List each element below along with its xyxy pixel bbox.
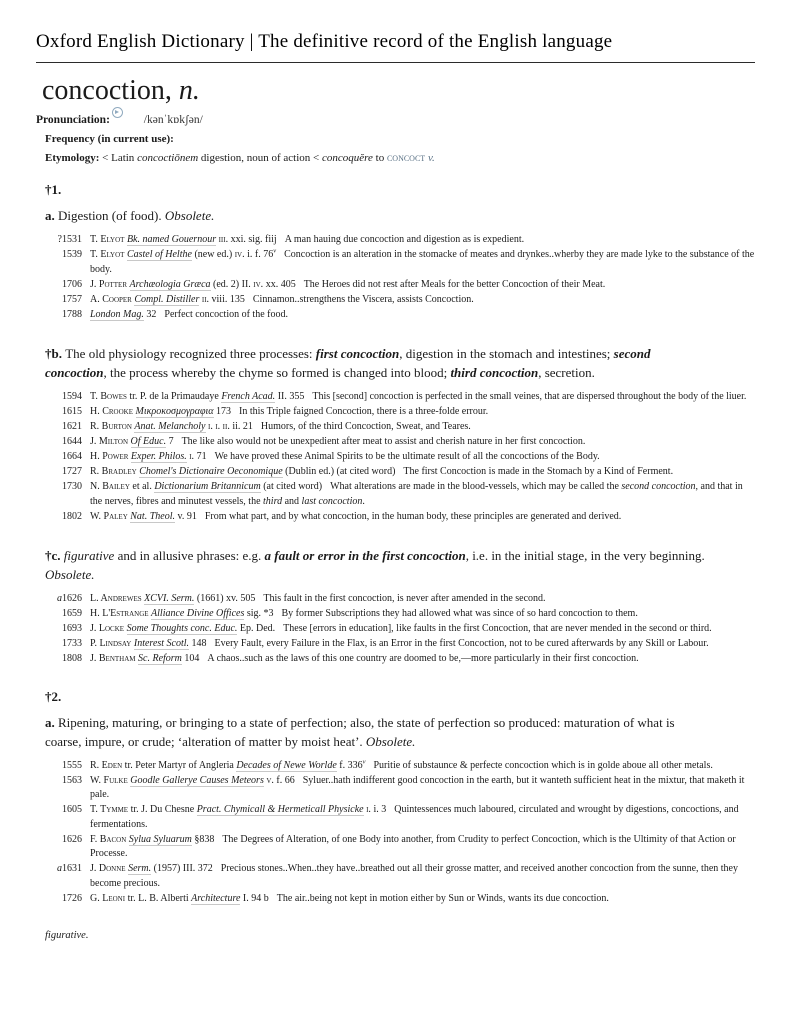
work-title-link[interactable]: Decades of Newe Worlde xyxy=(236,759,337,771)
quotation-date xyxy=(46,248,82,277)
work-title-link[interactable]: Alliance Divine Offices xyxy=(151,608,245,619)
quotation-date xyxy=(46,420,82,435)
sense xyxy=(36,206,755,322)
quotation-date xyxy=(46,803,82,832)
text-segment: second concoction xyxy=(621,481,696,492)
text-segment: P. Lindsay xyxy=(90,638,132,649)
text-segment: ?1531 xyxy=(57,234,82,245)
quotation-text xyxy=(90,622,755,637)
text-segment: J. Donne xyxy=(90,863,126,874)
quotation-text xyxy=(90,308,755,323)
pronunciation-label: Pronunciation: xyxy=(36,114,110,126)
quotation xyxy=(46,803,755,832)
quotation-list xyxy=(46,233,755,322)
work-title-link[interactable]: Interest Scotl. xyxy=(133,638,190,649)
text-segment: H. Power xyxy=(90,451,129,462)
text-segment: v. 91 xyxy=(174,510,197,522)
text-segment: N. Bailey xyxy=(90,481,130,492)
quotation-text xyxy=(90,480,755,509)
cross-reference-link[interactable]: v. xyxy=(427,152,435,164)
text-segment: and xyxy=(282,495,302,507)
quotation-text xyxy=(90,420,755,435)
text-segment: 1605 xyxy=(62,804,82,815)
quotation xyxy=(46,833,755,862)
text-segment: 1726 xyxy=(62,892,82,904)
text-segment: Ep. Ded. xyxy=(237,623,276,634)
quotation xyxy=(46,293,755,308)
quotation-text xyxy=(90,833,755,862)
text-segment: What alterations are made in the blood-vessels, which may be called the xyxy=(330,481,622,492)
text-segment: 1626 xyxy=(62,833,82,845)
text-segment: 1539 xyxy=(62,249,82,260)
text-segment: 1693 xyxy=(62,623,82,634)
text-segment: I. 94 b xyxy=(240,892,269,904)
text-segment: xx. 405 xyxy=(263,278,296,290)
quotation-date xyxy=(46,465,82,480)
work-title-link[interactable]: Bk. named Gouernour xyxy=(126,234,217,245)
quotation xyxy=(46,652,755,667)
text-segment: , the process whereby the chyme so formed is changed into blood; xyxy=(103,365,451,380)
speaker-triangle xyxy=(115,110,119,114)
text-segment: These [errors in education], like faults in the first Concoction, that are never mended in the second or third. xyxy=(283,623,712,634)
frequency-label: Frequency (in current use): xyxy=(45,133,174,145)
quotation-text xyxy=(90,607,755,622)
work-title-link[interactable]: London Mag. xyxy=(90,308,144,320)
text-segment: J. Milton xyxy=(90,436,129,447)
text-segment: In this Triple faigned Concoction, there is a three-folde errour. xyxy=(239,406,489,417)
text-segment: sig. *3 xyxy=(244,608,274,619)
figurative-note: figurative. xyxy=(45,930,89,941)
text-segment: tr. L. B. Alberti xyxy=(125,892,192,904)
quotation-list xyxy=(46,592,755,667)
quotation xyxy=(46,862,755,891)
text-segment: 1615 xyxy=(62,406,82,417)
quotation xyxy=(46,480,755,509)
text-segment: 1631 xyxy=(62,863,82,874)
quotation-text xyxy=(90,510,755,525)
text-segment: The Degrees of Alteration, of one Body into another, from Crudity to perfect Concoction, which is the Ultimity of that Action or Processe. xyxy=(90,833,736,859)
quotation xyxy=(46,390,755,405)
pronunciation-ipa: /kənˈkɒkʃən/ xyxy=(143,114,203,126)
quotation-date xyxy=(46,480,82,509)
text-segment: L. Andrewes xyxy=(90,593,142,604)
quotation-date xyxy=(46,607,82,622)
text-segment: third xyxy=(263,495,283,507)
entry-headline xyxy=(42,73,755,109)
quotation xyxy=(46,248,755,277)
text-segment: T. Elyot xyxy=(90,234,125,245)
quotation-date xyxy=(46,592,82,607)
sense-label: †b. xyxy=(45,346,66,361)
work-title-link[interactable]: Archæologia Græca xyxy=(129,278,211,290)
text-segment: and in allusive phrases: e.g. xyxy=(114,548,265,563)
quotation-text xyxy=(90,450,755,465)
work-title-link[interactable]: Anat. Melancholy xyxy=(134,421,206,432)
text-segment: last concoction xyxy=(301,495,363,507)
text-segment: 1788 xyxy=(62,308,82,320)
text-segment: 1808 xyxy=(62,653,82,664)
text-segment: 1757 xyxy=(62,293,82,305)
work-title-link[interactable]: Architecture xyxy=(191,892,241,904)
work-title-link[interactable]: Sc. Reform xyxy=(138,653,182,664)
sense-label: †c. xyxy=(45,548,64,563)
quotation xyxy=(46,420,755,435)
text-segment: f. 336 xyxy=(336,759,363,771)
text-segment: Obsolete. xyxy=(164,208,215,223)
text-segment: §838 xyxy=(191,833,215,845)
work-title-link[interactable]: Pract. Chymicall & Hermeticall Physicke xyxy=(196,804,364,815)
quotation xyxy=(46,308,755,323)
quotation-text xyxy=(90,278,755,293)
quotation xyxy=(46,592,755,607)
work-title-link[interactable]: XCVI. Serm. xyxy=(144,593,195,604)
quotation-date xyxy=(46,435,82,450)
text-segment: H. L'Estrange xyxy=(90,608,149,619)
text-segment: Obsolete. xyxy=(365,733,416,749)
text-segment: . xyxy=(362,495,365,507)
header-divider xyxy=(36,62,755,63)
work-title-link[interactable]: Dictionarium Britannicum xyxy=(154,481,261,492)
quotation xyxy=(46,607,755,622)
speaker-icon[interactable] xyxy=(112,107,123,118)
quotation xyxy=(46,622,755,637)
sense-number: †1. xyxy=(45,182,62,197)
text-segment: 7 xyxy=(166,436,174,447)
text-segment: ii. xyxy=(201,293,210,305)
work-title-link[interactable]: Goodle Gallerye Causes Meteors xyxy=(130,774,264,786)
text-segment: Humors, of the third Concoction, Sweat, and Teares. xyxy=(260,421,471,432)
text-segment: W. Paley xyxy=(90,510,128,522)
sense-label: a. xyxy=(45,714,58,730)
quotation-date xyxy=(46,390,82,405)
senses-container xyxy=(36,182,755,906)
headword: concoction, xyxy=(42,75,172,106)
text-segment: 1626 xyxy=(62,593,82,604)
text-segment: 1727 xyxy=(62,466,82,477)
quotation-date xyxy=(46,450,82,465)
text-segment: tr. Peter Martyr of Angleria xyxy=(122,759,237,771)
work-title-link[interactable]: Nat. Theol. xyxy=(130,510,175,522)
text-segment: first concoction xyxy=(315,346,400,361)
quotation-text xyxy=(90,435,755,450)
quotation xyxy=(46,510,755,525)
work-title-link[interactable]: Some Thoughts conc. Educ. xyxy=(126,623,238,634)
quotation-date xyxy=(46,862,82,891)
quotation-date xyxy=(46,637,82,652)
etymology-row xyxy=(45,151,755,166)
quotation-list xyxy=(46,390,755,524)
work-title-link[interactable]: Sylua Syluarum xyxy=(128,833,192,845)
quotation-list xyxy=(46,759,755,907)
etymology-label: Etymology: xyxy=(45,152,100,164)
text-segment: f. 66 xyxy=(273,774,295,786)
text-segment: The Heroes did not rest after Meals for the better Concoction of their Meat. xyxy=(303,278,606,290)
text-segment: J. Bentham xyxy=(90,653,136,664)
text-segment: T. Tymme xyxy=(90,804,129,815)
text-segment: second concoction xyxy=(45,346,651,380)
sense xyxy=(36,344,755,524)
quotation xyxy=(46,435,755,450)
dictionary-masthead: Oxford English Dictionary | The definitive record of the English language xyxy=(36,31,613,52)
text-segment: a xyxy=(57,593,62,604)
text-segment: (new ed.) xyxy=(191,249,235,260)
quotation xyxy=(46,405,755,420)
text-segment: A. Cooper xyxy=(90,293,132,305)
quotation-date xyxy=(46,892,82,907)
text-segment: a xyxy=(57,863,62,874)
text-segment: , i.e. in the initial stage, in the very beginning. xyxy=(465,548,705,563)
text-segment: i. 3 xyxy=(370,804,387,815)
text-segment: The first Concoction is made in the Stomach by a Kind of Ferment. xyxy=(403,466,674,477)
text-segment: tr. J. Du Chesne xyxy=(128,804,197,815)
text-segment: , secretion. xyxy=(538,365,595,380)
text-segment: Cinnamon..strengthens the Viscera, assists Concoction. xyxy=(252,293,474,305)
text-segment: v. xyxy=(266,774,274,786)
sense-definition xyxy=(45,546,705,584)
quotation-text xyxy=(90,293,755,308)
quotation-date xyxy=(46,308,82,323)
work-title-link[interactable]: Castel of Helthe xyxy=(126,249,192,260)
text-segment: i. xyxy=(189,451,195,462)
text-segment: We have proved these Animal Spirits to be the ultimate result of all the concoctions of the Body. xyxy=(214,451,600,462)
quotation-date xyxy=(46,622,82,637)
text-segment: a fault or error in the first concoction xyxy=(264,548,466,563)
text-segment: Obsolete. xyxy=(45,567,95,582)
quotation-text xyxy=(90,652,755,667)
text-segment: i. xyxy=(366,804,371,815)
work-title-link[interactable]: Compl. Distiller xyxy=(134,293,200,305)
work-title-link[interactable]: Chomel's Dictionaire Oeconomique xyxy=(139,466,283,477)
pronunciation-row xyxy=(36,112,755,128)
text-segment: From what part, and by what concoction, in the human body, these principles are generated and derived. xyxy=(204,510,622,522)
quotation xyxy=(46,637,755,652)
text-segment: Ripening, maturing, or bringing to a state of perfection; also, the state of perfection so produced: maturation of what is coarse, impure, or crude; ‘alteration of matter by moist heat’. xyxy=(45,714,675,749)
text-segment: 32 xyxy=(143,308,157,320)
text-segment: , and that in the nerves, fibres and minutest vessels, the xyxy=(90,481,743,507)
cross-reference-link[interactable]: concoct xyxy=(386,152,426,164)
text-segment: Puritie of substaunce & perfecte concoction which is in golde aboue all other metals. xyxy=(373,759,713,771)
text-segment: tr. P. de la Primaudaye xyxy=(126,391,222,402)
text-segment: iii. xyxy=(218,234,229,245)
frequency-row xyxy=(45,132,755,147)
text-segment: to xyxy=(372,152,387,164)
text-segment: J. Locke xyxy=(90,623,125,634)
text-segment: i. i. ii. xyxy=(208,421,230,432)
text-segment: 71 xyxy=(194,451,207,462)
work-title-link[interactable]: Serm. xyxy=(128,863,152,874)
text-segment: (Dublin ed.) (at cited word) xyxy=(282,466,396,477)
text-segment: figurative xyxy=(63,548,115,563)
text-segment: concoctiōnem xyxy=(137,152,199,164)
quotation xyxy=(46,892,755,907)
text-segment: A chaos..such as the laws of this one country are doomed to be,—more particularly in their first concoction. xyxy=(207,653,639,664)
quotation-date xyxy=(46,759,82,774)
quotation-text xyxy=(90,759,755,774)
text-segment: Precious stones..When..they have..breathed out all their grosse matter, and received another concoction from the sunne, then they become precious. xyxy=(90,863,738,889)
quotation xyxy=(46,233,755,248)
quotation-date xyxy=(46,774,82,803)
work-title-link[interactable]: Μικροκοσμογραφια xyxy=(135,406,214,417)
quotation xyxy=(46,465,755,480)
sense-definition xyxy=(45,344,705,382)
quotation xyxy=(46,278,755,293)
text-segment: v xyxy=(362,758,366,766)
work-title-link[interactable]: Exper. Philos. xyxy=(130,451,187,462)
quotation-text xyxy=(90,465,755,480)
text-segment: (1957) III. 372 xyxy=(151,863,213,874)
text-segment: iv. xyxy=(234,249,245,260)
text-segment: This [second] concoction is perfected in the small veines, that are dispersed throughout the body of the liuer. xyxy=(312,391,747,402)
text-segment: 1802 xyxy=(62,510,82,522)
text-segment: II. 355 xyxy=(275,391,305,402)
text-segment: (1661) xv. 505 xyxy=(194,593,256,604)
text-segment: By former Subscriptions they had allowed what was since of so hard concoction to them. xyxy=(281,608,638,619)
text-segment: concoquĕre xyxy=(321,152,373,164)
sense-label: a. xyxy=(45,208,58,223)
sense-definition xyxy=(45,713,705,751)
text-segment: 1563 xyxy=(62,774,82,786)
quotation-text xyxy=(90,405,755,420)
text-segment: The old physiology recognized three processes: xyxy=(65,346,316,361)
text-segment: 1664 xyxy=(62,451,82,462)
text-segment: 173 xyxy=(213,406,232,417)
text-segment: G. Leoni xyxy=(90,892,126,904)
quotation-text xyxy=(90,637,755,652)
text-segment: W. Fulke xyxy=(90,774,128,786)
quotation-date xyxy=(46,233,82,248)
quotation-date xyxy=(46,293,82,308)
text-segment: 148 xyxy=(189,638,207,649)
text-segment: T. Elyot xyxy=(90,249,125,260)
quotation-date xyxy=(46,510,82,525)
sense xyxy=(36,546,755,667)
text-segment: 1730 xyxy=(62,481,82,492)
part-of-speech: n. xyxy=(178,75,200,106)
text-segment: iv. xyxy=(253,278,264,290)
sense xyxy=(36,713,755,907)
etymology-text xyxy=(102,152,435,164)
text-segment: 1706 xyxy=(62,278,82,290)
quotation-text xyxy=(90,592,755,607)
work-title-link[interactable]: Of Educ. xyxy=(130,436,167,447)
text-segment: F. Bacon xyxy=(90,833,127,845)
quotation-date xyxy=(46,652,82,667)
quotation-text xyxy=(90,248,755,277)
text-segment: viii. 135 xyxy=(209,293,245,305)
text-segment: R. Bradley xyxy=(90,466,137,477)
text-segment: et al. xyxy=(129,481,155,492)
quotation-text xyxy=(90,233,755,248)
quotation-date xyxy=(46,278,82,293)
sense-number: †2. xyxy=(45,688,62,704)
quotation xyxy=(46,450,755,465)
text-segment: 1555 xyxy=(62,759,82,771)
text-segment: R. Eden xyxy=(90,759,123,771)
quotation xyxy=(46,759,755,774)
text-segment: (ed. 2) II. xyxy=(210,278,254,290)
text-segment: i. f. 76 xyxy=(244,249,274,260)
quotation-date xyxy=(46,833,82,862)
text-segment: This fault in the first concoction, is never after amended in the second. xyxy=(263,593,546,604)
text-segment: H. Crooke xyxy=(90,406,134,417)
text-segment: Syluer..hath indifferent good concoction in the earth, but it wanteth sufficient heat in the mixtur, that maketh it pale. xyxy=(90,774,745,800)
quotation xyxy=(46,774,755,803)
text-segment: R. Burton xyxy=(90,421,132,432)
sense-section xyxy=(36,182,755,667)
quotation-text xyxy=(90,892,755,907)
text-segment: 1659 xyxy=(62,608,82,619)
text-segment: 1621 xyxy=(62,421,82,432)
text-segment: v xyxy=(273,247,277,255)
text-segment: Perfect concoction of the food. xyxy=(164,308,288,320)
text-segment: The like also would not be unexpedient after meat to assist and cherish nature in her first concoction. xyxy=(181,436,586,447)
text-segment: third concoction xyxy=(450,365,539,380)
text-segment: Digestion (of food). xyxy=(58,208,165,223)
text-segment: Quintessences much laboured, circulated and wrought by digestions, concoctions, and fermentations. xyxy=(90,804,739,830)
sense-section xyxy=(36,689,755,907)
text-segment: 1594 xyxy=(62,391,82,402)
quotation-text xyxy=(90,390,755,405)
text-segment: 104 xyxy=(181,653,200,664)
text-segment: T. Bowes xyxy=(90,391,127,402)
quotation-text xyxy=(90,774,755,803)
work-title-link[interactable]: French Acad. xyxy=(221,391,276,402)
text-segment: Concoction is an alteration in the stomacke of meates and drynkes..wherby they are made lyke to the substance of the body. xyxy=(90,249,755,275)
text-segment: (at cited word) xyxy=(260,481,323,492)
text-segment: 1644 xyxy=(62,436,82,447)
text-segment: < Latin xyxy=(102,152,138,164)
text-segment: , digestion in the stomach and intestines; xyxy=(399,346,614,361)
text-segment: ii. 21 xyxy=(229,421,253,432)
text-segment: J. Potter xyxy=(90,278,128,290)
quotation-text xyxy=(90,803,755,832)
text-segment: The air..being not kept in motion either by Sun or Winds, wants its due concoction. xyxy=(276,892,609,904)
sense-definition xyxy=(45,206,705,225)
text-segment: 1733 xyxy=(62,638,82,649)
text-segment: A man hauing due concoction and digestion as is expedient. xyxy=(284,234,525,245)
quotation-text xyxy=(90,862,755,891)
text-segment: xxi. sig. fiij xyxy=(228,234,277,245)
quotation-date xyxy=(46,405,82,420)
text-segment: Every Fault, every Failure in the Flax, is an Error in the first Concoction, not to be cured afterwards by any Skill or Labour. xyxy=(214,638,709,649)
text-segment: digestion, noun of action < xyxy=(198,152,322,164)
